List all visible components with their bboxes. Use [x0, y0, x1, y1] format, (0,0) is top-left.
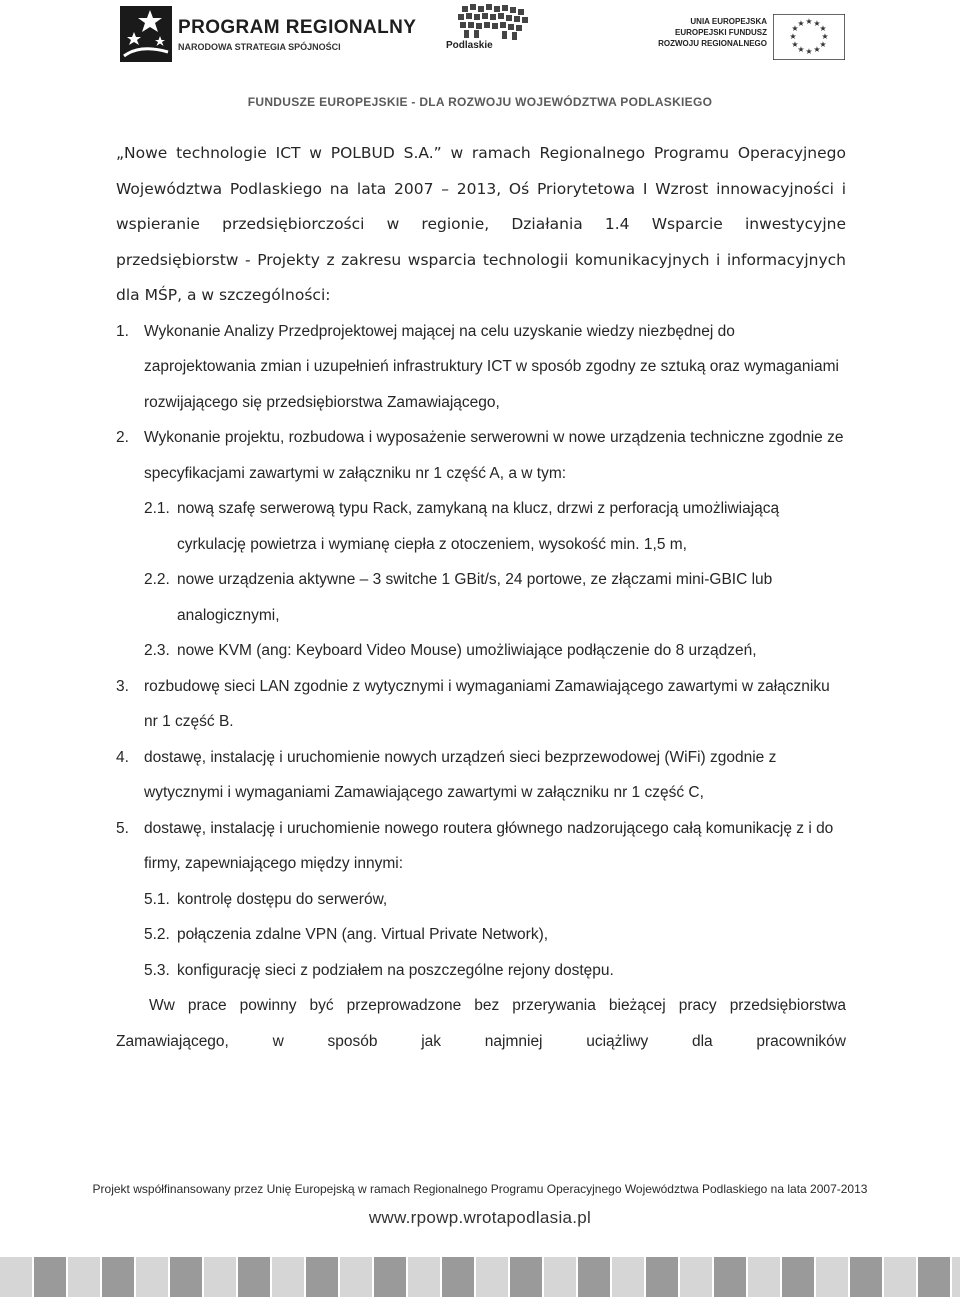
stripe-block	[34, 1257, 66, 1297]
stripe-block	[884, 1257, 916, 1297]
list-number: 5.	[116, 819, 129, 837]
stripe-block	[544, 1257, 576, 1297]
svg-text:★: ★	[797, 19, 805, 28]
eu-text-block	[655, 16, 767, 49]
stripe-block	[374, 1257, 406, 1297]
list-number: 2.	[116, 429, 129, 446]
list-text: połączenia zdalne VPN (ang. Virtual Private Network),	[177, 926, 549, 943]
list-text: nową szafę serwerową typu Rack, zamykaną na klucz, drzwi z perforacją umożliwiającą cyrkulację powietrza i wymianę ciepła z otoczeniem, wysokość min. 1,5 m,	[177, 500, 780, 553]
list-subitem	[116, 491, 846, 562]
list-item	[116, 420, 846, 491]
stripe-block	[748, 1257, 780, 1297]
stripe-block	[476, 1257, 508, 1297]
program-subtitle: NARODOWA STRATEGIA SPÓJNOŚCI	[178, 42, 341, 52]
list-subitem	[116, 917, 846, 953]
list-number: 4.	[116, 748, 129, 766]
svg-text:★: ★	[797, 45, 805, 54]
svg-text:★: ★	[819, 40, 827, 49]
svg-text:★: ★	[789, 32, 797, 41]
list-item	[116, 811, 846, 882]
svg-text:★: ★	[791, 24, 799, 33]
list-text: dostawę, instalację i uruchomienie nowego routera głównego nadzorującego całą komunikację z i do firmy, zapewniającego między innymi:	[144, 819, 834, 872]
stripe-block	[816, 1257, 848, 1297]
list-item	[116, 314, 846, 421]
stripe-block	[918, 1257, 950, 1297]
stripe-block	[136, 1257, 168, 1297]
stripe-block	[204, 1257, 236, 1297]
page-header	[0, 0, 960, 110]
stripe-block	[0, 1257, 32, 1297]
list-number: 5.3.	[144, 961, 170, 979]
stripe-block	[646, 1257, 678, 1297]
podlaskie-logo	[440, 2, 550, 62]
stripe-block	[680, 1257, 712, 1297]
stripe-block	[306, 1257, 338, 1297]
list-text: kontrolę dostępu do serwerów,	[177, 890, 388, 908]
list-item	[116, 669, 846, 740]
svg-text:★: ★	[805, 17, 813, 26]
list-number: 3.	[116, 677, 129, 695]
list-text: rozbudowę sieci LAN zgodnie z wytycznymi i wymaganiami Zamawiającego zawartymi w załączniku nr 1 część B.	[144, 677, 830, 730]
list-number: 5.2.	[144, 926, 170, 943]
eu-text-line: ROZWOJU REGIONALNEGO	[658, 39, 767, 48]
list-number: 5.1.	[144, 890, 170, 908]
program-regionalny-logo-icon	[120, 6, 172, 62]
list-number: 1.	[116, 322, 129, 340]
podlaskie-bison-logo-icon	[440, 2, 550, 42]
stripe-block	[102, 1257, 134, 1297]
list-number: 2.2.	[144, 571, 170, 588]
funds-banner: FUNDUSZE EUROPEJSKIE - DLA ROZWOJU WOJEWÓDZTWA PODLASKIEGO	[247, 95, 713, 109]
list-number: 2.3.	[144, 642, 170, 659]
svg-text:★: ★	[813, 19, 821, 28]
list-subitem	[116, 953, 846, 989]
page-footer	[0, 1182, 960, 1297]
list-text: Wykonanie Analizy Przedprojektowej mającej na celu uzyskanie wiedzy niezbędnej do zaprojektowania zmian i uzupełnień infrastruktury ICT w sposób zgodny ze sztuką oraz wymaganiami rozwijającego się przedsiębiorstwa Zamawiającego,	[144, 322, 839, 411]
eu-flag-icon	[773, 14, 845, 60]
svg-text:★: ★	[791, 40, 799, 49]
list-text: konfigurację sieci z podziałem na poszczególne rejony dostępu.	[177, 961, 614, 979]
stripe-block	[170, 1257, 202, 1297]
stripe-block	[714, 1257, 746, 1297]
stripe-block	[850, 1257, 882, 1297]
footer-url: www.rpowp.wrotapodlasia.pl	[368, 1208, 592, 1227]
list-text: dostawę, instalację i uruchomienie nowych urządzeń sieci bezprzewodowej (WiFi) zgodnie z wytycznymi i wymaganiami Zamawiającego zawartymi w załączniku nr 1 część C,	[144, 748, 777, 801]
list-subitem	[116, 562, 846, 633]
svg-text:★: ★	[821, 32, 829, 41]
svg-text:★: ★	[813, 45, 821, 54]
list-subitem	[116, 882, 846, 918]
stripe-block	[340, 1257, 372, 1297]
eu-text-line: UNIA EUROPEJSKA	[690, 17, 767, 26]
list-text: Wykonanie projektu, rozbudowa i wyposażenie serwerowni w nowe urządzenia techniczne zgodnie ze specyfikacjami zawartymi w załączniku nr 1 część A, a w tym:	[144, 429, 844, 482]
stripe-block	[272, 1257, 304, 1297]
document-body	[116, 136, 846, 1059]
stripe-block	[782, 1257, 814, 1297]
list-text: nowe urządzenia aktywne – 3 switche 1 GBit/s, 24 portowe, ze złączami mini-GBIC lub analogicznymi,	[177, 571, 773, 624]
region-name: Podlaskie	[446, 40, 493, 51]
decorative-stripe	[0, 1257, 960, 1297]
cofinance-note: Projekt współfinansowany przez Unię Europejską w ramach Regionalnego Programu Operacyjnego Województwa Podlaskiego na lata 2007-2013	[92, 1182, 868, 1196]
stripe-block	[68, 1257, 100, 1297]
list-number: 2.1.	[144, 500, 170, 517]
intro-paragraph	[116, 136, 846, 314]
list-text: nowe KVM (ang: Keyboard Video Mouse) umożliwiające podłączenie do 8 urządzeń,	[177, 642, 757, 659]
list-item	[116, 740, 846, 811]
program-title: PROGRAM REGIONALNY	[178, 17, 417, 38]
eu-logo	[655, 14, 855, 58]
stripe-block	[238, 1257, 270, 1297]
stripe-block	[510, 1257, 542, 1297]
svg-text:★: ★	[819, 24, 827, 33]
stripe-block	[578, 1257, 610, 1297]
stripe-block	[952, 1257, 960, 1297]
intro-text: „Nowe technologie ICT w POLBUD S.A.” w ramach Regionalnego Programu Operacyjnego Województwa Podlaskiego na lata 2007 – 2013, Oś Priorytetowa I Wzrost innowacyjności i wspieranie przedsiębiorczości w regionie, Działania 1.4 Wsparcie inwestycyjne przedsiębiorstw - Projekty z zakresu wsparcia technologii komunikacyjnych i informacyjnych dla MŚP, a w szczególności:	[116, 144, 846, 304]
list-subitem	[116, 633, 846, 669]
stripe-block	[612, 1257, 644, 1297]
svg-text:★: ★	[805, 47, 813, 56]
eu-text-line: EUROPEJSKI FUNDUSZ	[674, 28, 767, 37]
closing-paragraph: Ww prace powinny być przeprowadzone bez przerywania bieżącej pracy przedsiębiorstwa Zamawiającego, w sposób jak najmniej uciążliwy dla pracowników	[116, 997, 846, 1050]
stripe-block	[408, 1257, 440, 1297]
stripe-block	[442, 1257, 474, 1297]
program-regionalny-logo	[120, 6, 417, 62]
